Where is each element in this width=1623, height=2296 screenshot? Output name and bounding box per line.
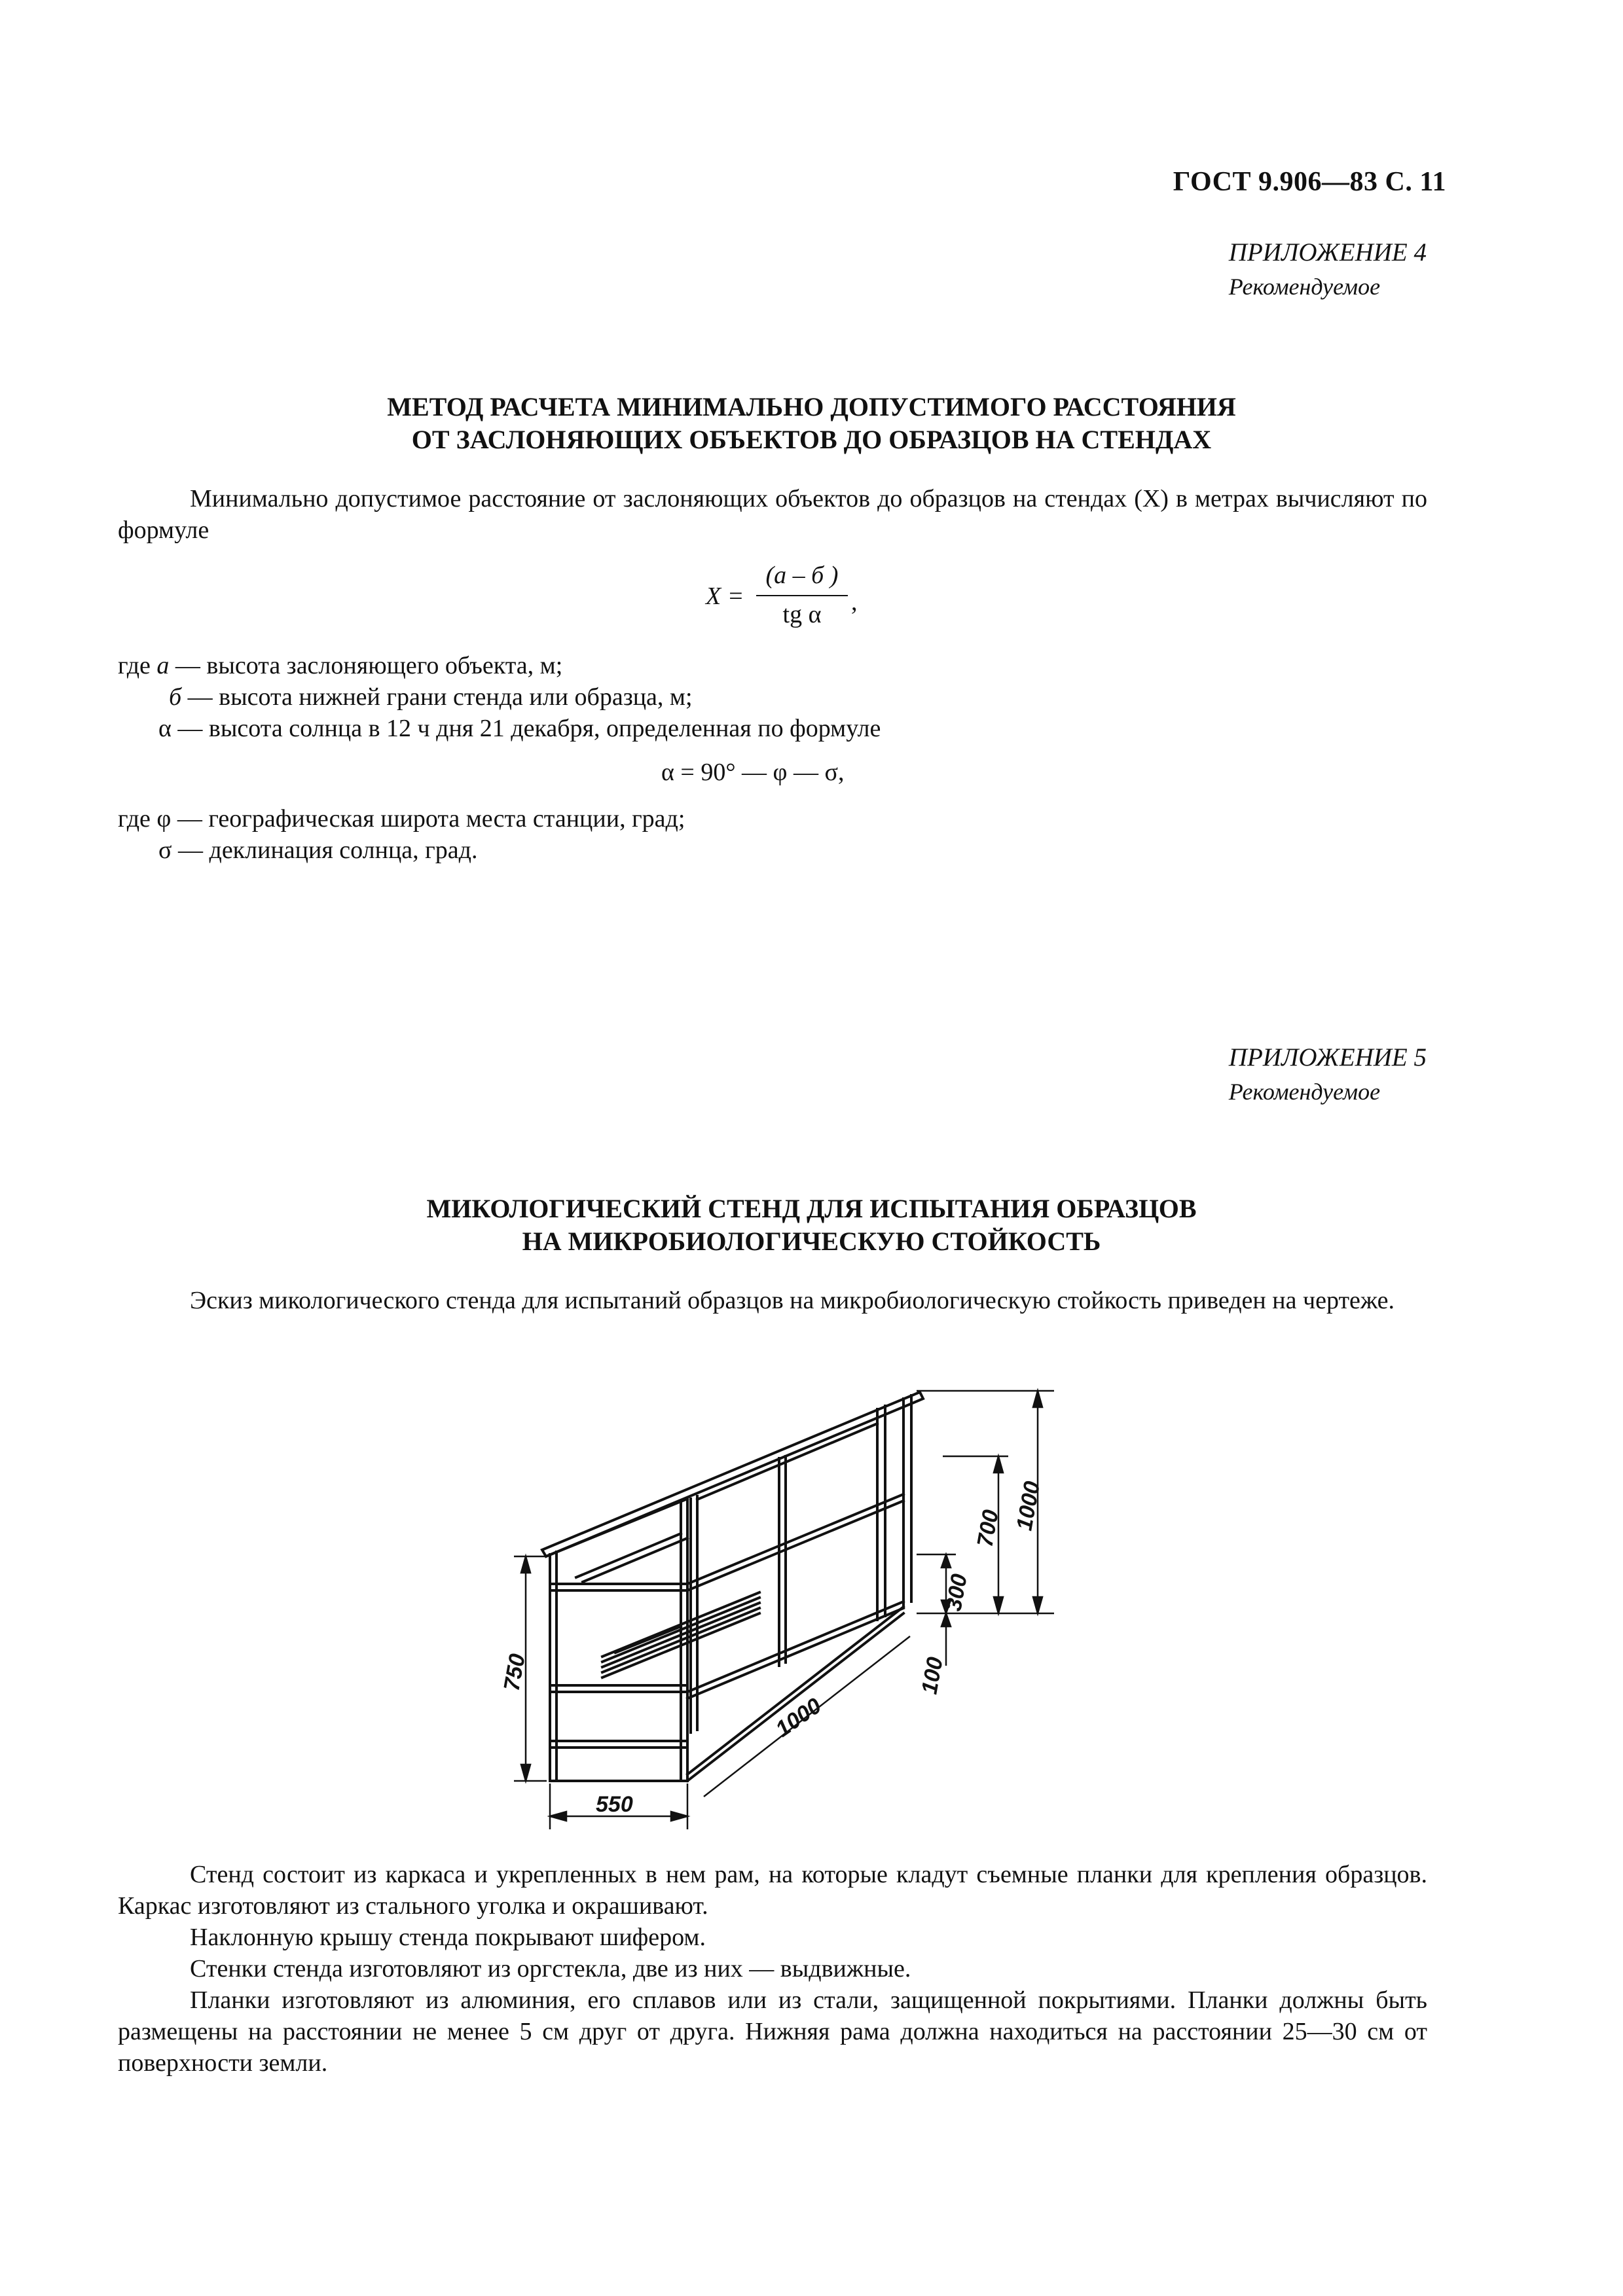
where-line-sigma [158, 834, 477, 866]
where-alpha-text: — высота солнца в 12 ч дня 21 декабря, определенная по формуле [171, 715, 881, 742]
where-line-alpha [158, 713, 881, 744]
where-phi-text: — географическая широта места станции, град; [171, 805, 685, 833]
appendix5-label: ПРИЛОЖЕНИЕ 5 [1228, 1043, 1427, 1071]
where-line-a [118, 650, 562, 681]
where-line-phi [118, 803, 685, 834]
appendix5-p4: Планки изготовляют из алюминия, его сплавов или из стали, защищенной покрытиями. Планки должны быть размещены на расстоянии не менее 5 см друг от друга. Нижняя рама должна находиться на расстоянии 25—30 см от поверхности земли. [118, 1986, 1427, 2077]
where-prefix: где [118, 805, 157, 833]
var-b: б [169, 683, 182, 711]
slat-1 [576, 1534, 681, 1577]
var-sigma: σ [158, 836, 172, 864]
where-a-text: — высота заслоняющего объекта, м; [169, 652, 563, 679]
appendix5-p1: Стенд состоит из каркаса и укрепленных в нем рам, на которые кладут съемные планки для крепления образцов. Каркас изготовляют из стального уголка и окрашивают. [118, 1861, 1427, 1920]
fraction-bar [756, 595, 848, 596]
appendix5-intro: Эскиз микологического стенда для испытаний образцов на микробиологическую стойкость приведен на чертеже. [190, 1287, 1395, 1314]
appendix4-label: ПРИЛОЖЕНИЕ 4 [1228, 238, 1427, 266]
appendix5-p3: Стенки стенда изготовляют из оргстекла, две из них — выдвижные. [190, 1955, 911, 1982]
var-alpha: α [158, 715, 172, 742]
var-a: а [156, 652, 170, 679]
page-header: ГОСТ 9.906—83 С. 11 [1173, 167, 1446, 197]
appendix5-title-line1: МИКОЛОГИЧЕСКИЙ СТЕНД ДЛЯ ИСПЫТАНИЯ ОБРАЗЦОВ [426, 1194, 1197, 1223]
appendix5-title-line2: НА МИКРОБИОЛОГИЧЕСКУЮ СТОЙКОСТЬ [522, 1227, 1101, 1256]
stand-drawing [484, 1365, 1087, 1842]
appendix4-intro: Минимально допустимое расстояние от заслоняющих объектов до образцов на стендах (X) в метрах вычисляют по формуле [118, 485, 1427, 544]
where-sigma-text: — деклинация солнца, град. [172, 836, 478, 864]
dim-label-1000-height: 1000 [1012, 1479, 1046, 1533]
appendix5-title [0, 1193, 1623, 1258]
appendix5-status: Рекомендуемое [1228, 1079, 1381, 1105]
appendix4-label-block [1229, 236, 1427, 304]
where-line-b [169, 681, 693, 713]
formula-lhs: X = [706, 583, 744, 610]
where-prefix: где [118, 652, 157, 679]
dim-label-100: 100 [917, 1655, 948, 1696]
dim-label-550: 550 [596, 1792, 633, 1817]
base-side [687, 1613, 903, 1781]
where-b-text: — высота нижней грани стенда или образца, м; [181, 683, 693, 711]
formula-numerator: (а – б ) [765, 562, 839, 589]
shelf-side-top [687, 1494, 903, 1584]
appendix4-title-line1: МЕТОД РАСЧЕТА МИНИМАЛЬНО ДОПУСТИМОГО РАССТОЯНИЯ [387, 392, 1236, 422]
formula-alpha: α = 90° — φ — σ, [661, 759, 845, 786]
appendix5-label-block [1229, 1041, 1427, 1109]
dim-label-1000-length: 1000 [771, 1693, 826, 1742]
dim-label-750: 750 [499, 1651, 530, 1693]
var-phi: φ [156, 805, 172, 833]
appendix4-title [0, 391, 1623, 456]
appendix5-p2: Наклонную крышу стенда покрывают шифером. [190, 1924, 706, 1951]
formula-denominator: tg α [782, 601, 822, 628]
roof-outline [542, 1392, 923, 1556]
appendix4-title-line2: ОТ ЗАСЛОНЯЮЩИХ ОБЪЕКТОВ ДО ОБРАЗЦОВ НА СТЕНДАХ [411, 425, 1212, 454]
dim-label-300: 300 [941, 1571, 972, 1613]
formula-comma: , [851, 588, 858, 616]
dim-label-700: 700 [972, 1507, 1004, 1549]
appendix4-status: Рекомендуемое [1228, 274, 1381, 300]
